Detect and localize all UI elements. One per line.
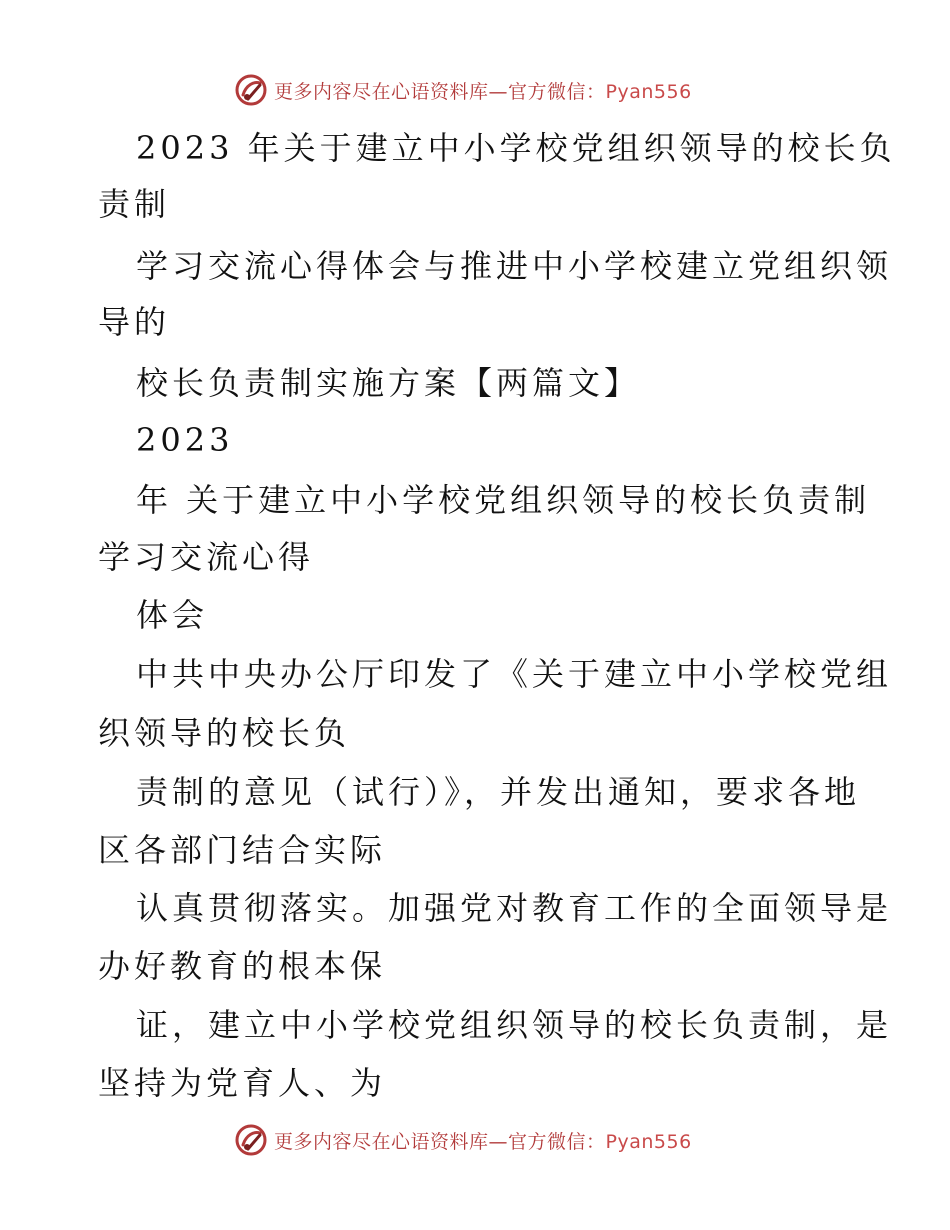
section-heading-line-3: 体会	[136, 596, 209, 634]
body-line-7: 证，建立中小学校党组织领导的校长负责制，是	[136, 1006, 893, 1044]
banner-text	[274, 1127, 692, 1154]
banner-wechat-id: Pyan556	[605, 1130, 692, 1153]
title-line-1: 2023 年关于建立中小学校党组织领导的校长负	[136, 129, 896, 167]
footer-watermark-banner	[234, 1120, 692, 1160]
body-line-4: 区各部门结合实际	[98, 831, 387, 869]
body-line-1: 中共中央办公厅印发了《关于建立中小学校党组	[136, 655, 893, 693]
section-heading-line-2: 学习交流心得	[98, 538, 315, 576]
section-heading-line-1: 年 关于建立中小学校党组织领导的校长负责制	[136, 481, 871, 519]
title-line-5: 校长负责制实施方案【两篇文】	[136, 364, 641, 402]
pen-swirl-logo-icon	[234, 73, 268, 107]
banner-wechat-id: Pyan556	[605, 80, 692, 103]
banner-text	[274, 77, 692, 104]
banner-site-text: 更多内容尽在心语资料库—官方微信：	[274, 80, 606, 103]
body-line-6: 办好教育的根本保	[98, 947, 387, 985]
title-line-3: 学习交流心得体会与推进中小学校建立党组织领	[136, 247, 893, 285]
body-line-3: 责制的意见（试行）》，并发出通知，要求各地	[136, 773, 861, 811]
body-line-5: 认真贯彻落实。加强党对教育工作的全面领导是	[136, 889, 893, 927]
body-line-8: 坚持为党育人、为	[98, 1064, 387, 1102]
header-watermark-banner	[234, 70, 692, 110]
section-year-line: 2023	[136, 421, 234, 459]
title-line-4: 导的	[98, 303, 171, 341]
title-line-2: 责制	[98, 185, 171, 223]
body-line-2: 织领导的校长负	[98, 714, 351, 752]
pen-swirl-logo-icon	[234, 1123, 268, 1157]
banner-site-text: 更多内容尽在心语资料库—官方微信：	[274, 1130, 606, 1153]
